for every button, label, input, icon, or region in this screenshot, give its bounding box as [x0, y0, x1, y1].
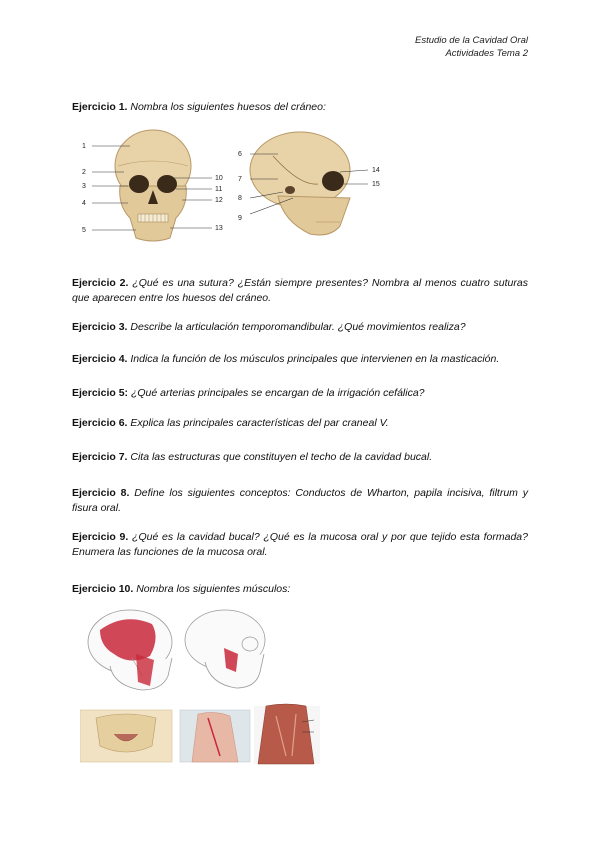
header-activity-title: Actividades Tema 2 [445, 48, 528, 59]
skull-label-10: 10 [215, 175, 223, 182]
frontal-skull-image [115, 130, 191, 241]
exercise-label: Ejercicio 6. [72, 417, 128, 429]
exercise-text: ¿Qué es una sutura? ¿Están siempre presentes? Nombra al menos cuatro suturas que aparecen entre los huesos del cráneo. [72, 277, 528, 304]
skull-label-7: 7 [238, 176, 242, 183]
exercise-7 [72, 450, 528, 465]
document-header [415, 34, 528, 60]
exercise-text: Describe la articulación temporomandibular. ¿Qué movimientos realiza? [130, 321, 466, 333]
exercise-text: Cita las estructuras que constituyen el techo de la cavidad bucal. [130, 451, 433, 463]
exercise-6 [72, 416, 528, 431]
skull-figures [78, 126, 398, 246]
header-course-title: Estudio de la Cavidad Oral [414, 35, 528, 46]
exercise-label: Ejercicio 7. [72, 451, 128, 463]
muscle-figures [80, 606, 330, 766]
skull-label-12: 12 [215, 197, 223, 204]
exercise-label: Ejercicio 9. [72, 531, 129, 543]
exercise-10 [72, 582, 528, 597]
exercise-5 [72, 386, 528, 401]
skull-label-9: 9 [238, 215, 242, 222]
exercise-label: Ejercicio 1. [72, 101, 128, 113]
neck-muscles-image [180, 710, 250, 762]
skull-label-4: 4 [82, 200, 86, 207]
skull-label-2: 2 [82, 169, 86, 176]
exercise-text: Nombra los siguientes huesos del cráneo: [130, 101, 326, 113]
exercise-label: Ejercicio 10. [72, 583, 134, 595]
temporalis-skull-image [88, 610, 172, 690]
exercise-2 [72, 276, 528, 306]
dissected-neck-image [254, 704, 320, 764]
skull-label-3: 3 [82, 183, 86, 190]
skull-label-14: 14 [372, 167, 380, 174]
exercise-1 [72, 100, 528, 115]
exercise-text: ¿Qué arterias principales se encargan de la irrigación cefálica? [130, 387, 425, 399]
exercise-8 [72, 486, 528, 516]
exercise-3 [72, 320, 528, 335]
palate-muscles-image [80, 710, 172, 762]
skull-label-6: 6 [238, 151, 242, 158]
skull-label-8: 8 [238, 195, 242, 202]
lateral-skull-image [250, 132, 350, 235]
masseter-skull-image [185, 610, 265, 688]
exercise-label: Ejercicio 3. [72, 321, 128, 333]
skull-label-15: 15 [372, 181, 380, 188]
skull-label-5: 5 [82, 227, 86, 234]
exercise-text: Nombra los siguientes músculos: [136, 583, 291, 595]
exercise-text: Explica las principales características del par craneal V. [130, 417, 389, 429]
skull-label-13: 13 [215, 225, 223, 232]
exercise-label: Ejercicio 2. [72, 277, 129, 289]
exercise-text: Indica la función de los músculos principales que intervienen en la masticación. [130, 353, 500, 365]
exercise-label: Ejercicio 4. [72, 353, 128, 365]
exercise-text: ¿Qué es la cavidad bucal? ¿Qué es la mucosa oral y por que tejido esta formada? Enumera las funciones de la mucosa oral. [72, 531, 528, 558]
exercise-4 [72, 352, 528, 367]
skull-label-1: 1 [82, 143, 86, 150]
exercise-label: Ejercicio 5: [72, 387, 129, 399]
exercise-label: Ejercicio 8. [72, 487, 130, 499]
exercise-9 [72, 530, 528, 560]
exercise-text: Define los siguientes conceptos: Conductos de Wharton, papila incisiva, filtrum y fisura oral. [72, 487, 528, 514]
skull-label-11: 11 [215, 186, 223, 193]
